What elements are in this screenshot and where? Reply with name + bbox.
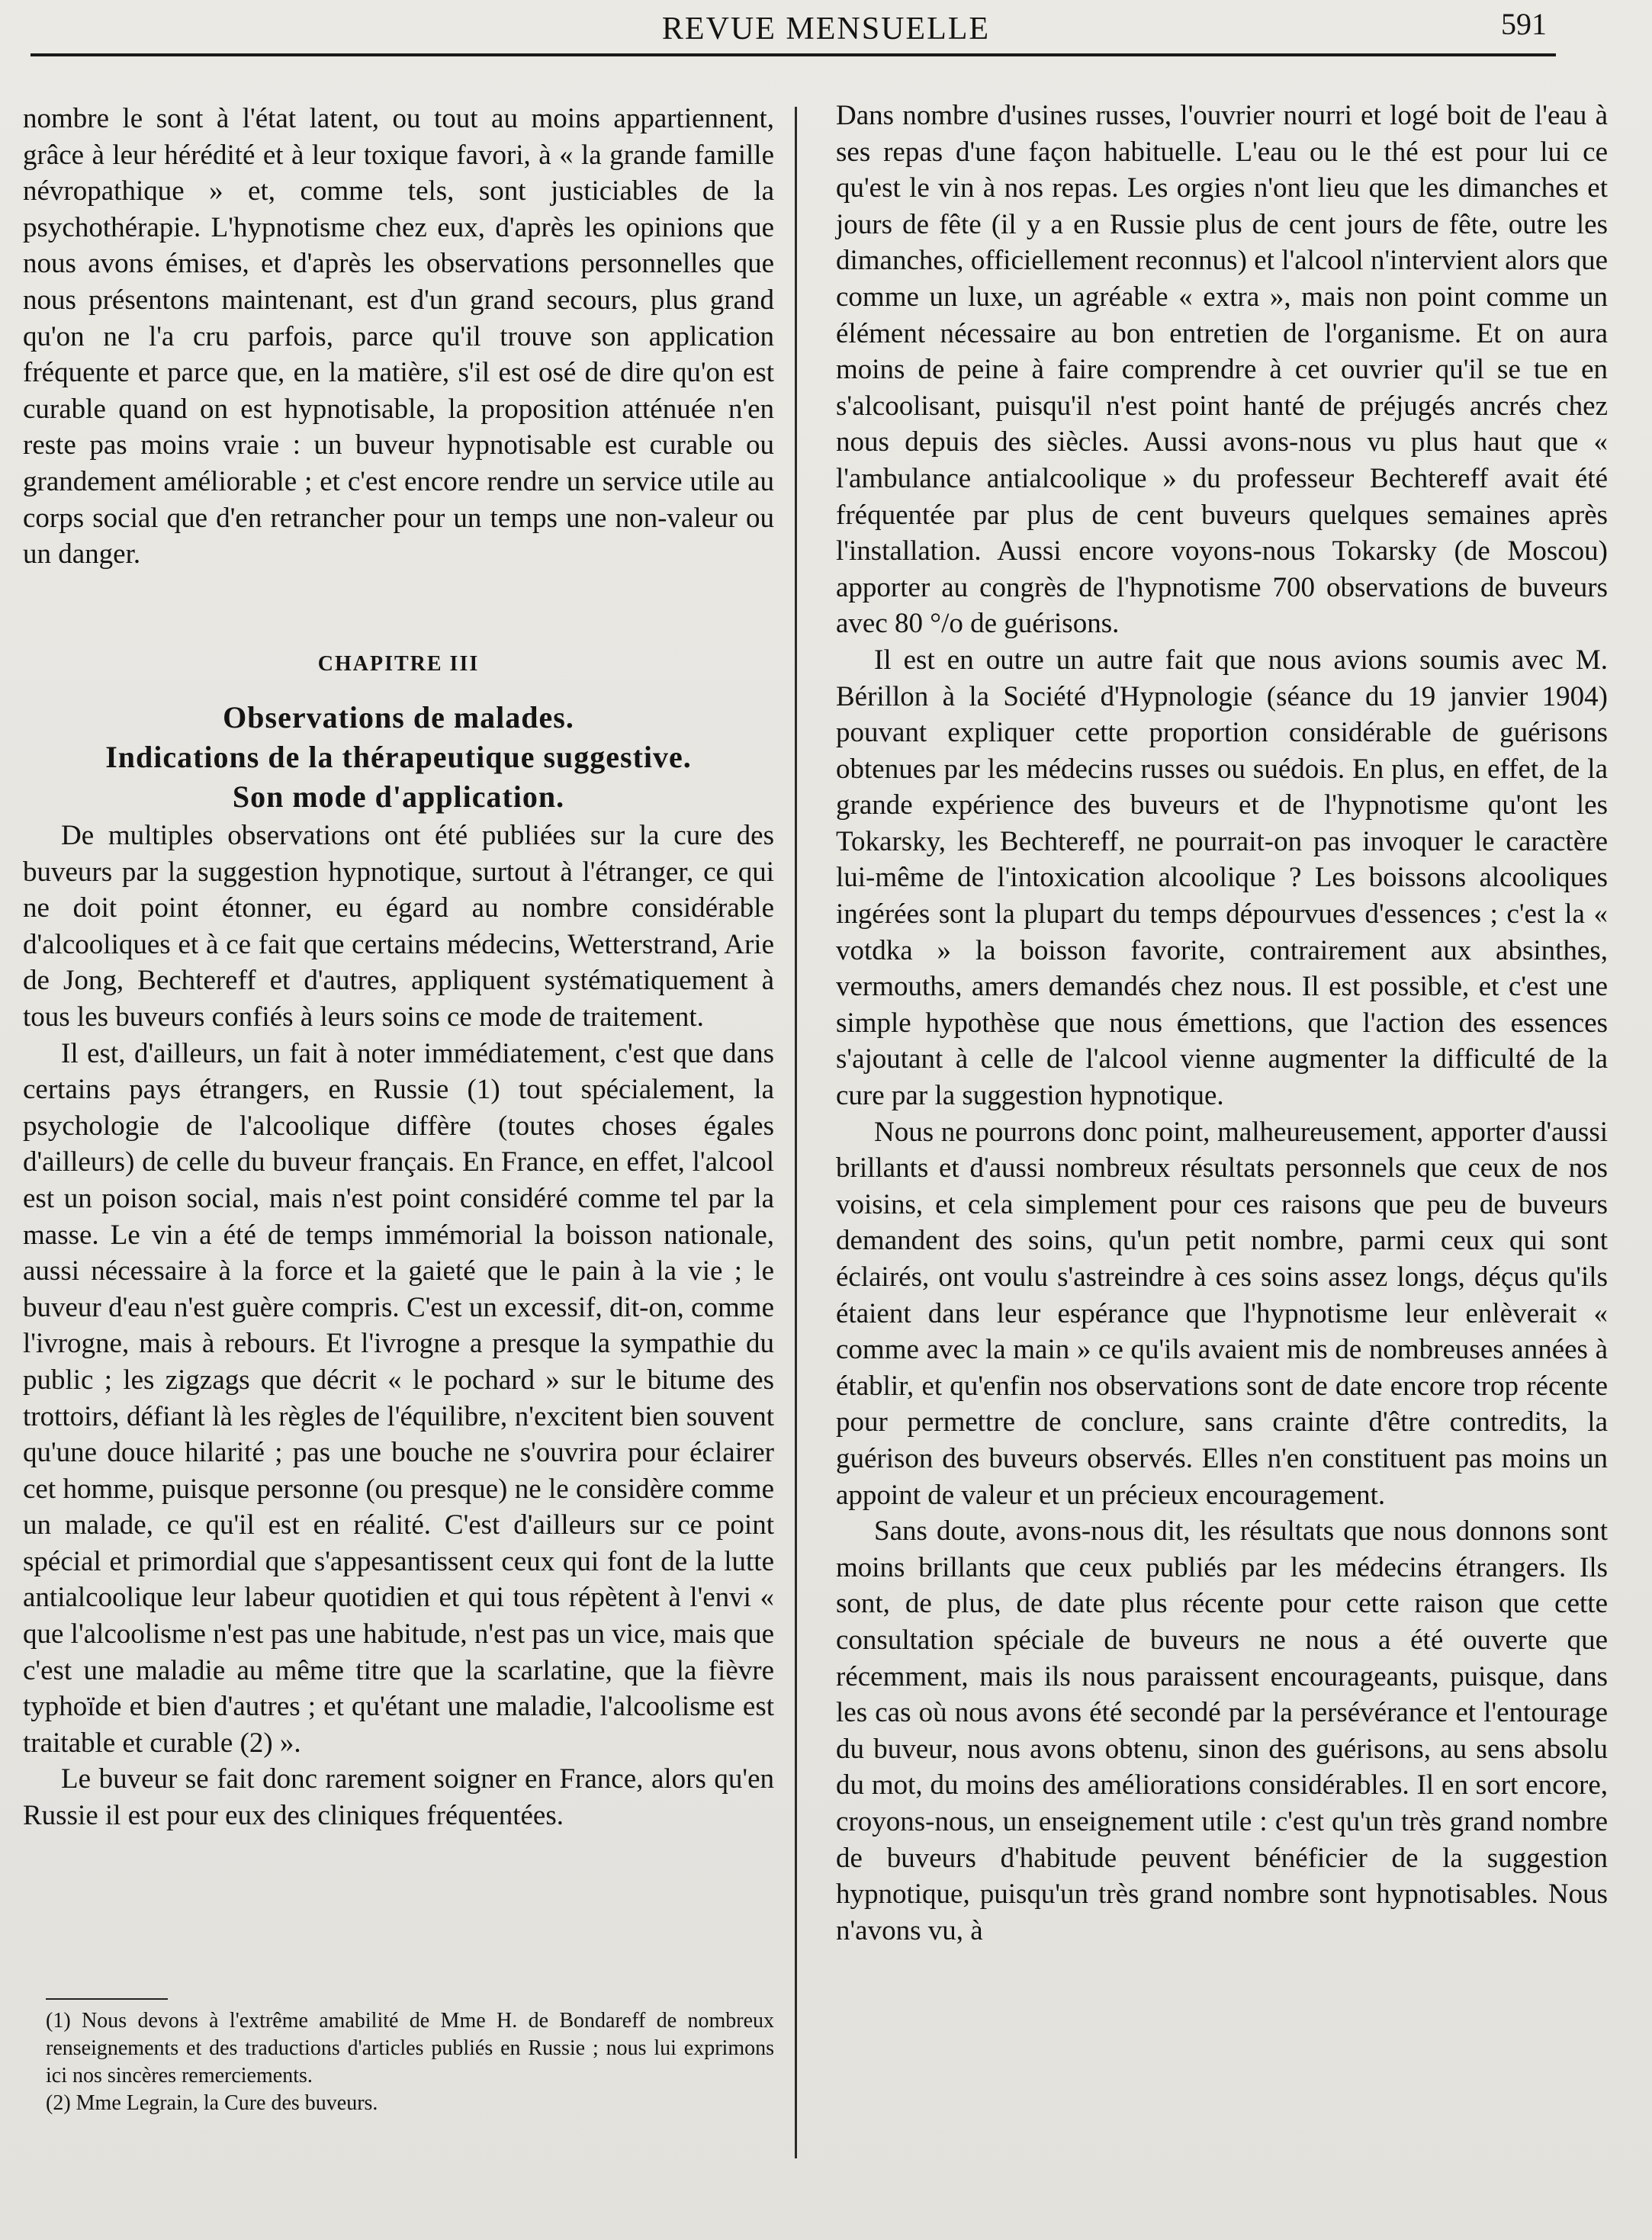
footnote: (1) Nous devons à l'extrême amabilité de Mme H. de Bondareff de nombreux renseignements et des traductions d'articles publiés en Russie ; nous lui exprimons ici nos sincères remerciements. [46, 2009, 774, 2087]
footnote-rule [46, 1998, 168, 2000]
footnotes [46, 2007, 774, 2117]
chapter-title-line: Indications de la thérapeutique suggestive. [105, 740, 692, 774]
right-column-body [836, 98, 1608, 1949]
paragraph: Il est en outre un autre fait que nous avions soumis avec M. Bérillon à la Société d'Hypnologie (séance du 19 janvier 1904) pouvant expliquer cette proportion considérable de guérisons obtenues par les médecins russes ou suédois. En plus, en effet, de la grande expérience des buveurs et de l'hypnotisme qu'ont les Tokarsky, les Bechtereff, ne pourrait-on pas invoquer le caractère lui-même de l'intoxication alcoolique ? Les boissons alcooliques ingérées sont la plupart du temps dépourvues d'essences ; c'est la « votdka » la boisson favorite, contrairement aux absinthes, vermouths, amers demandés chez nous. Il est possible, et c'est une simple hypothèse que nous émettions, que l'action des essences s'ajoutant à celle de l'alcool vienne augmenter la difficulté de la cure par la suggestion hypnotique. [836, 644, 1608, 1112]
paragraph: Sans doute, avons-nous dit, les résultats que nous donnons sont moins brillants que ceux publiés par les médecins étrangers. Ils sont, de plus, de date plus récente pour cette raison que cette consultation spéciale de buveurs ne nous a été ouverte que récemment, mais ils nous paraissent encourageants, puisque, dans les cas où nous avons été secondé par la persévérance et l'entourage du buveur, nous avons obtenu, sinon des guérisons, au sens absolu du mot, du moins des améliorations considérables. Il en sort encore, croyons-nous, un enseignement utile : c'est qu'un très grand nombre de buveurs d'habitude peuvent bénéficier de la suggestion hypnotique, puisqu'un très grand nombre sont hypnotisables. Nous n'avons vu, à [836, 1515, 1608, 1946]
paragraph: Dans nombre d'usines russes, l'ouvrier nourri et logé boit de l'eau à ses repas d'une façon habituelle. L'eau ou le thé est pour lui ce qu'est le vin à nos repas. Les orgies n'ont lieu que les dimanches et jours de fête (il y a en Russie plus de cent jours de fête, outre les dimanches, officiellement reconnus) et l'alcool n'intervient alors que comme un luxe, un agréable « extra », mais non point comme un élément nécessaire au bon entretien de l'organisme. Et on aura moins de peine à faire comprendre à cet ouvrier qu'il se tue en s'alcoolisant, puisqu'il n'est point hanté de préjugés ancrés chez nous depuis des siècles. Aussi avons-nous vu plus haut que « l'ambulance antialcoolique » du professeur Bechtereff avait été fréquentée par plus de cent buveurs quelques semaines après l'installation. Aussi encore voyons-nous Tokarsky (de Moscou) apporter au congrès de l'hypnotisme 700 observations de buveurs avec 80 °/o de guérisons. [836, 100, 1608, 640]
chapter-label: CHAPITRE III [317, 652, 480, 676]
column-divider [795, 107, 797, 2158]
chapter-title [23, 698, 774, 817]
left-column-continuation [23, 101, 774, 573]
paragraph: De multiples observations ont été publiées sur la cure des buveurs par la suggestion hypnotique, surtout à l'étranger, ce qui ne doit point étonner, eu égard au nombre considérable d'alcooliques et à ce fait que certains médecins, Wetterstrand, Arie de Jong, Bechtereff et d'autres, appliquent systématiquement à tous les buveurs confiés à leurs soins ce mode de traitement. [23, 820, 774, 1033]
paragraph: Nous ne pourrons donc point, malheureusement, apporter d'aussi brillants et d'aussi nombreux résultats personnels que ceux de nos voisins, et cela simplement pour ces raisons que peu de buveurs demandent des soins, qu'un petit nombre, parmi ceux qui sont éclairés, ont voulu s'astreindre à ces soins assez longs, déçus qu'ils étaient dans leur espérance que l'hypnotisme leur enlèverait « comme avec la main » ce qu'ils avaient mis de nombreuses années à établir, et qu'enfin nos observations sont de date encore trop récente pour permettre de conclure, sans crainte d'être contredits, la guérison des buveurs observés. Elles n'en constituent pas moins un appoint de valeur et un précieux encouragement. [836, 1116, 1608, 1511]
paragraph: nombre le sont à l'état latent, ou tout au moins appartiennent, grâce à leur hérédité et à leur toxique favori, à « la grande famille névropathique » et, comme tels, sont justiciables de la psychothérapie. L'hypnotisme chez eux, d'après les opinions que nous avons émises, et d'après les observations personnelles que nous présentons maintenant, est d'un grand secours, plus grand qu'on ne l'a cru parfois, parce qu'il trouve son application fréquente et parce que, en la matière, s'il est osé de dire qu'on est curable quand on est hypnotisable, la proposition atténuée n'en reste pas moins vraie : un buveur hypnotisable est curable ou grandement améliorable ; et c'est encore rendre un service utile au corps social que d'en retrancher pour un temps une non-valeur ou un danger. [23, 103, 774, 570]
paragraph: Le buveur se fait donc rarement soigner en France, alors qu'en Russie il est pour eux des cliniques fréquentées. [23, 1763, 774, 1832]
running-header-title: REVUE MENSUELLE [661, 11, 991, 47]
chapter-title-line: Observations de malades. [223, 700, 574, 734]
left-column-body [23, 818, 774, 1834]
chapter-title-line: Son mode d'application. [232, 779, 565, 814]
page-number: 591 [1501, 7, 1547, 41]
footnote: (2) Mme Legrain, la Cure des buveurs. [46, 2091, 378, 2115]
paragraph: Il est, d'ailleurs, un fait à noter immédiatement, c'est que dans certains pays étrangers, en Russie (1) tout spécialement, la psychologie de l'alcoolique diffère (toutes choses égales d'ailleurs) de celle du buveur français. En France, en effet, l'alcool est un poison social, mais n'est point considéré comme tel par la masse. Le vin a été de temps immémorial la boisson nationale, aussi nécessaire à la force et la gaieté que le pain à la vie ; le buveur d'eau n'est guère compris. C'est un excessif, dit-on, comme l'ivrogne, mais à rebours. Et l'ivrogne a presque la sympathie du public ; les zigzags que décrit « le pochard » sur le bitume des trottoirs, défiant là les règles de l'équilibre, n'excitent bien souvent qu'une douce hilarité ; pas une bouche ne s'ouvrira pour éclairer cet homme, puisque personne (ou presque) ne le considère comme un malade, ce qu'il est en réalité. C'est d'ailleurs sur ce point spécial et primordial que s'appesantissent ceux qui font de la lutte antialcoolique leur labeur quotidien et qui tous répètent à l'envi « que l'alcoolisme n'est pas une habitude, n'est pas un vice, mais que c'est une maladie au même titre que la scarlatine, que la fièvre typhoïde et bien d'autres ; et qu'étant une maladie, l'alcoolisme est traitable et curable (2) ». [23, 1037, 774, 1759]
header-rule [31, 53, 1556, 56]
